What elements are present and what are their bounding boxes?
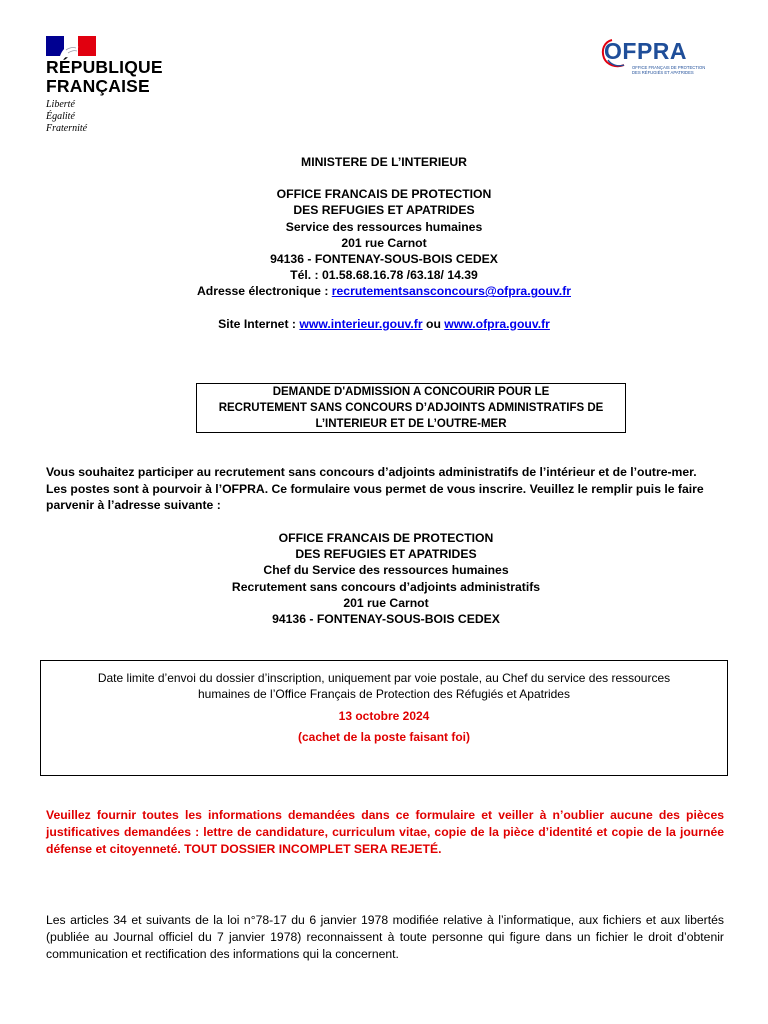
ofpra-website-link[interactable]: www.ofpra.gouv.fr bbox=[444, 316, 550, 331]
legal-notice: Les articles 34 et suivants de la loi n°78-17 du 6 janvier 1978 modifiée relative à l’informatique, aux fichiers et aux libertés (publiée au Journal officiel du 7 janvier 1978) reconnaissent à toute personne qui figure dans un fichier le droit d’obtenir communication et rectification des informations qui la concernent. bbox=[46, 913, 724, 961]
email-link[interactable]: recrutementsansconcours@ofpra.gouv.fr bbox=[331, 284, 571, 299]
intro-line3: parvenir à l’adresse suivante : bbox=[46, 498, 221, 512]
send-line3: Chef du Service des ressources humaines bbox=[263, 563, 509, 578]
send-line6: 94136 - FONTENAY-SOUS-BOIS CEDEX bbox=[272, 612, 500, 627]
intro-paragraph bbox=[46, 464, 724, 514]
deadline-line1: Date limite d’envoi du dossier d’inscription, uniquement par voie postale, au Chef du service des ressources bbox=[97, 671, 671, 685]
service-name: Service des ressources humaines bbox=[285, 219, 483, 234]
office-name-line1: OFFICE FRANCAIS DE PROTECTION bbox=[276, 187, 492, 202]
motto-egalite: Égalité bbox=[46, 111, 75, 122]
office-name-line2: DES REFUGIES ET APATRIDES bbox=[293, 203, 475, 218]
motto-liberte: Liberté bbox=[46, 99, 75, 110]
republique-name-line2: FRANÇAISE bbox=[46, 76, 150, 96]
interieur-website-link[interactable]: www.interieur.gouv.fr bbox=[299, 316, 423, 331]
phone-number: Tél. : 01.58.68.16.78 /63.18/ 14.39 bbox=[290, 268, 478, 283]
send-line5: 201 rue Carnot bbox=[343, 595, 429, 610]
form-title-line1: DEMANDE D'ADMISSION A CONCOURIR POUR LE bbox=[272, 386, 550, 398]
website-line bbox=[0, 316, 768, 332]
website-label: Site Internet : bbox=[218, 316, 300, 331]
email-line bbox=[0, 283, 768, 299]
send-line1: OFFICE FRANCAIS DE PROTECTION bbox=[278, 531, 494, 545]
ministry-title: MINISTERE DE L’INTERIEUR bbox=[301, 155, 467, 169]
street-address: 201 rue Carnot bbox=[341, 235, 427, 250]
republique-name-line1: RÉPUBLIQUE bbox=[46, 57, 163, 77]
deadline-date: 13 octobre 2024 bbox=[338, 709, 430, 723]
ofpra-wordmark: OFPRA bbox=[604, 38, 687, 64]
email-label: Adresse électronique : bbox=[196, 284, 332, 299]
send-line4: Recrutement sans concours d’adjoints administratifs bbox=[231, 579, 541, 594]
send-line2: DES REFUGIES ET APATRIDES bbox=[295, 547, 477, 562]
motto-fraternite: Fraternité bbox=[46, 123, 88, 134]
ofpra-logo bbox=[598, 34, 708, 82]
city-address: 94136 - FONTENAY-SOUS-BOIS CEDEX bbox=[270, 252, 498, 267]
website-or: ou bbox=[422, 316, 445, 331]
intro-line2: Les postes sont à pourvoir à l’OFPRA. Ce formulaire vous permet de vous inscrire. Veuillez le remplir puis le faire bbox=[46, 481, 704, 496]
republic-motto bbox=[46, 99, 176, 135]
deadline-line2: humaines de l’Office Français de Protection des Réfugiés et Apatrides bbox=[198, 687, 570, 701]
republique-francaise-logo bbox=[46, 36, 176, 135]
deadline-box bbox=[40, 660, 728, 776]
intro-line1: Vous souhaitez participer au recrutement sans concours d’adjoints administratifs de l’intérieur et de l’outre-mer. bbox=[46, 465, 697, 479]
form-title-line3: L’INTERIEUR ET DE L’OUTRE-MER bbox=[315, 417, 507, 430]
sending-address-block bbox=[0, 530, 768, 627]
form-title-box bbox=[196, 383, 626, 433]
deadline-note: (cachet de la poste faisant foi) bbox=[297, 730, 471, 744]
marianne-flag-icon bbox=[46, 36, 96, 56]
form-title-line2: RECRUTEMENT SANS CONCOURS D’ADJOINTS ADMINISTRATIFS DE bbox=[218, 401, 604, 414]
ministry-address-block bbox=[0, 154, 768, 332]
warning-paragraph: Veuillez fournir toutes les informations demandées dans ce formulaire et veiller à n’oublier aucune des pièces justificatives demandées : lettre de candidature, curriculum vitae, copie de la pièce d’identité et copie de la journée défense et citoyenneté. TOUT DOSSIER INCOMPLET SERA REJETÉ. bbox=[46, 808, 724, 856]
ofpra-tagline: OFFICE FRANÇAIS DE PROTECTION DES RÉFUGIÉS ET APATRIDES bbox=[632, 65, 706, 75]
